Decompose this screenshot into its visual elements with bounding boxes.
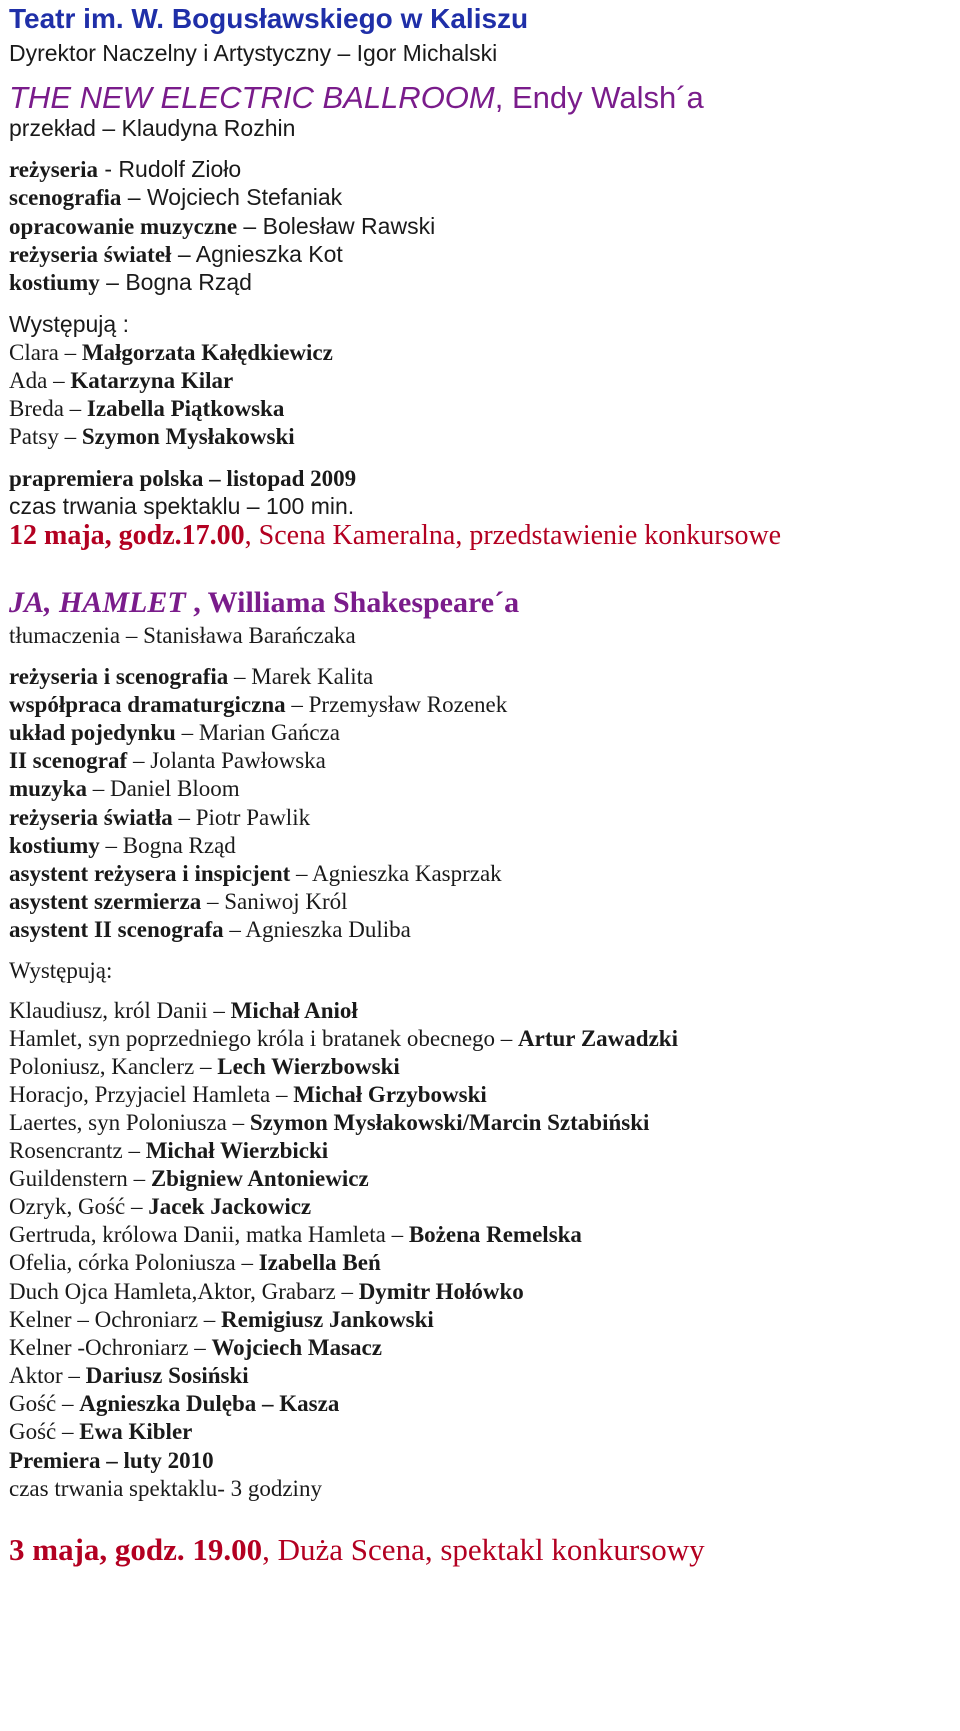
- credit-role: asystent reżysera i inspicjent: [9, 860, 291, 886]
- cast-role: Guildenstern: [9, 1166, 128, 1192]
- cast-separator: –: [62, 1362, 86, 1388]
- cast-actor: Michał Wierzbicki: [145, 1138, 329, 1164]
- play1-cast-label: Występują :: [9, 311, 129, 337]
- credit-line: [9, 830, 236, 861]
- credit-separator: –: [172, 804, 196, 830]
- cast-role: Duch Ojca Hamleta,Aktor, Grabarz: [9, 1278, 336, 1304]
- cast-line: [9, 1304, 434, 1335]
- cast-separator: –: [226, 1110, 250, 1136]
- cast-actor: Lech Wierzbowski: [217, 1054, 400, 1080]
- cast-line: [9, 1388, 339, 1419]
- credit-line: [9, 745, 326, 776]
- cast-separator: –: [56, 1418, 80, 1444]
- cast-actor: Małgorzata Kałędkiewicz: [81, 340, 333, 365]
- credit-separator: –: [121, 184, 147, 211]
- cast-line: [9, 337, 333, 368]
- cast-line: [9, 1107, 649, 1138]
- cast-role: Breda: [9, 396, 64, 421]
- credit-role: muzyka: [9, 776, 87, 802]
- play2-cast-label: Występują:: [9, 958, 113, 983]
- play2-translation: tłumaczenia – Stanisława Barańczaka: [9, 623, 356, 648]
- cast-separator: –: [385, 1222, 409, 1248]
- cast-separator: –: [270, 1082, 294, 1108]
- cast-role: Aktor: [9, 1362, 63, 1388]
- cast-separator: –: [58, 340, 82, 365]
- cast-line: [9, 1332, 382, 1363]
- credit-name: Daniel Bloom: [109, 776, 240, 802]
- cast-role: Gertruda, królowa Danii, matka Hamleta: [9, 1222, 386, 1248]
- credit-name: Rudolf Zioło: [118, 156, 242, 182]
- cast-actor: Zbigniew Antoniewicz: [150, 1166, 369, 1192]
- play1-author: , Endy Walsh´a: [494, 80, 704, 115]
- cast-role: Kelner: [9, 1306, 72, 1332]
- credit-separator: –: [127, 748, 151, 774]
- credit-line: [9, 182, 342, 213]
- cast-actor: Ewa Kibler: [79, 1418, 193, 1444]
- credit-line: [9, 858, 502, 889]
- cast-line: [9, 421, 295, 452]
- cast-separator: –: [125, 1194, 149, 1220]
- cast-role: Horacjo, Przyjaciel Hamleta: [9, 1082, 271, 1108]
- credit-role: reżyseria świateł: [9, 241, 172, 267]
- credit-separator: -: [97, 156, 119, 182]
- credit-role: reżyseria i scenografia: [9, 664, 229, 689]
- credit-name: Saniwoj Król: [224, 888, 348, 914]
- cast-role: Ada: [9, 368, 48, 393]
- credit-separator: –: [285, 692, 309, 718]
- cast-actor: Michał Grzybowski: [293, 1082, 487, 1108]
- credit-name: Piotr Pawlik: [195, 804, 311, 830]
- play2-author: , Williama Shakespeare´a: [185, 586, 520, 619]
- theatre-name: Teatr im. W. Bogusławskiego w Kaliszu: [9, 3, 529, 34]
- cast-actor: Dariusz Sosiński: [85, 1362, 249, 1388]
- cast-actor: Jacek Jackowicz: [148, 1194, 312, 1220]
- credit-role: II scenograf: [9, 748, 128, 774]
- credit-separator: –: [228, 664, 252, 689]
- credit-separator: –: [223, 916, 246, 942]
- credit-name: Agnieszka Kasprzak: [312, 860, 502, 886]
- cast-role-secondary: Ochroniarz: [94, 1306, 199, 1332]
- cast-role: Patsy: [9, 424, 59, 449]
- cast-separator: –: [188, 1334, 212, 1360]
- cast-actor: Remigiusz Jankowski: [221, 1306, 434, 1332]
- cast-line: [9, 1416, 192, 1447]
- cast-role: Laertes, syn Poloniusza: [9, 1110, 227, 1136]
- credit-line: [9, 802, 310, 833]
- cast-role: Kelner -Ochroniarz: [9, 1334, 189, 1360]
- play1-title: THE NEW ELECTRIC BALLROOM: [9, 80, 495, 115]
- credit-separator: –: [99, 269, 126, 296]
- play1-performance: [9, 518, 781, 554]
- cast-line: [9, 1135, 328, 1166]
- credit-role: opracowanie muzyczne: [9, 213, 238, 239]
- credit-line: [9, 914, 411, 945]
- cast-line: [9, 1219, 582, 1250]
- play1-translation: przekład – Klaudyna Rozhin: [9, 115, 296, 141]
- credit-line: [9, 773, 240, 804]
- cast-actor: Michał Anioł: [230, 998, 358, 1023]
- cast-role: Hamlet, syn poprzedniego króla i bratanek obecnego: [9, 1026, 496, 1052]
- credit-name: Bogna Rząd: [122, 832, 236, 858]
- cast-role: Gość: [9, 1418, 57, 1444]
- play1-performance-date: 12 maja, godz.17.00: [9, 520, 245, 551]
- cast-actor: Izabella Piątkowska: [86, 396, 285, 421]
- cast-role: Poloniusz, Kanclerz: [9, 1054, 195, 1080]
- credit-name: Marek Kalita: [251, 664, 374, 689]
- credit-line: [9, 211, 435, 242]
- credit-role: reżyseria światła: [9, 804, 173, 830]
- play1-duration: czas trwania spektaklu – 100 min.: [9, 493, 355, 519]
- credit-line: [9, 717, 340, 748]
- credit-role: współpraca dramaturgiczna: [9, 692, 286, 718]
- credit-role: kostiumy: [9, 270, 100, 296]
- cast-line: [9, 1051, 400, 1082]
- cast-actor: Artur Zawadzki: [518, 1026, 678, 1052]
- cast-role: Rosencrantz: [9, 1138, 123, 1164]
- credit-separator: –: [201, 888, 225, 914]
- credit-role: reżyseria: [9, 157, 98, 182]
- cast-role: Ozryk, Gość: [9, 1194, 126, 1220]
- credit-name: Bogna Rząd: [125, 269, 252, 296]
- play2-performance: [9, 1530, 705, 1570]
- cast-line: [9, 365, 233, 396]
- play1-heading: [9, 80, 704, 116]
- cast-separator-secondary: –: [198, 1306, 222, 1332]
- cast-line: [9, 1023, 678, 1054]
- cast-line: [9, 1163, 369, 1194]
- cast-separator: –: [194, 1054, 218, 1080]
- play1-premiere: prapremiera polska – listopad 2009: [9, 466, 357, 491]
- cast-actor: Katarzyna Kilar: [70, 368, 234, 393]
- credit-name: Wojciech Stefaniak: [147, 184, 343, 211]
- credit-separator: –: [171, 240, 196, 267]
- cast-separator: –: [58, 424, 82, 449]
- cast-separator: –: [47, 368, 71, 393]
- credit-line: [9, 886, 348, 917]
- cast-role: Clara: [9, 340, 59, 365]
- play2-premiere: Premiera – luty 2010: [9, 1448, 214, 1473]
- credit-line: [9, 267, 252, 298]
- credit-line: [9, 154, 241, 185]
- credit-role: układ pojedynku: [9, 720, 176, 746]
- cast-line: [9, 1247, 381, 1278]
- credit-name: Agnieszka Kot: [195, 240, 343, 267]
- cast-line: [9, 1276, 524, 1307]
- credit-separator: –: [86, 776, 110, 802]
- cast-line: [9, 995, 358, 1026]
- cast-separator: –: [63, 396, 87, 421]
- cast-line: [9, 1360, 249, 1391]
- cast-role: Klaudiusz, król Danii: [9, 998, 208, 1023]
- cast-actor: Szymon Mysłakowski/Marcin Sztabiński: [249, 1110, 650, 1136]
- cast-separator: –: [207, 998, 231, 1023]
- play2-heading: [9, 585, 519, 621]
- credit-separator: –: [290, 860, 313, 886]
- play2-duration: czas trwania spektaklu- 3 godziny: [9, 1476, 322, 1501]
- credit-role: asystent II scenografa: [9, 916, 224, 942]
- credit-separator: –: [175, 720, 199, 746]
- credit-role: scenografia: [9, 185, 122, 211]
- credit-name: Marian Gańcza: [198, 720, 340, 746]
- cast-separator: –: [56, 1390, 80, 1416]
- cast-actor: Izabella Beń: [258, 1250, 381, 1276]
- credit-separator: –: [99, 832, 123, 858]
- cast-separator: –: [335, 1278, 359, 1304]
- cast-line: [9, 1079, 487, 1110]
- cast-actor: Bożena Remelska: [408, 1222, 582, 1248]
- cast-separator: –: [71, 1306, 95, 1332]
- credit-separator: –: [237, 212, 263, 239]
- cast-separator: –: [127, 1166, 151, 1192]
- cast-separator: –: [235, 1250, 259, 1276]
- cast-separator: –: [495, 1026, 519, 1052]
- credit-name: Jolanta Pawłowska: [150, 748, 326, 774]
- credit-name: Bolesław Rawski: [262, 212, 436, 239]
- play2-performance-info: , Duża Scena, spektakl konkursowy: [262, 1532, 705, 1567]
- credit-role: asystent szermierza: [9, 888, 202, 914]
- cast-actor: Agnieszka Dulęba – Kasza: [79, 1390, 340, 1416]
- credit-line: [9, 239, 343, 270]
- cast-actor: Szymon Mysłakowski: [81, 424, 295, 449]
- cast-role: Gość: [9, 1390, 57, 1416]
- credit-line: [9, 661, 373, 692]
- cast-separator: –: [122, 1138, 146, 1164]
- credit-name: Agnieszka Duliba: [245, 916, 411, 942]
- cast-role: Ofelia, córka Poloniusza: [9, 1250, 236, 1276]
- play2-performance-date: 3 maja, godz. 19.00: [9, 1532, 263, 1567]
- play2-title: JA, HAMLET: [9, 586, 186, 619]
- credit-role: kostiumy: [9, 832, 100, 858]
- cast-actor: Wojciech Masacz: [211, 1334, 382, 1360]
- credit-name: Przemysław Rozenek: [308, 692, 508, 718]
- cast-line: [9, 393, 284, 424]
- director-line: Dyrektor Naczelny i Artystyczny – Igor Michalski: [9, 40, 498, 66]
- credit-line: [9, 689, 507, 720]
- cast-actor: Dymitr Hołówko: [358, 1278, 524, 1304]
- play1-performance-info: , Scena Kameralna, przedstawienie konkursowe: [244, 520, 782, 551]
- cast-line: [9, 1191, 311, 1222]
